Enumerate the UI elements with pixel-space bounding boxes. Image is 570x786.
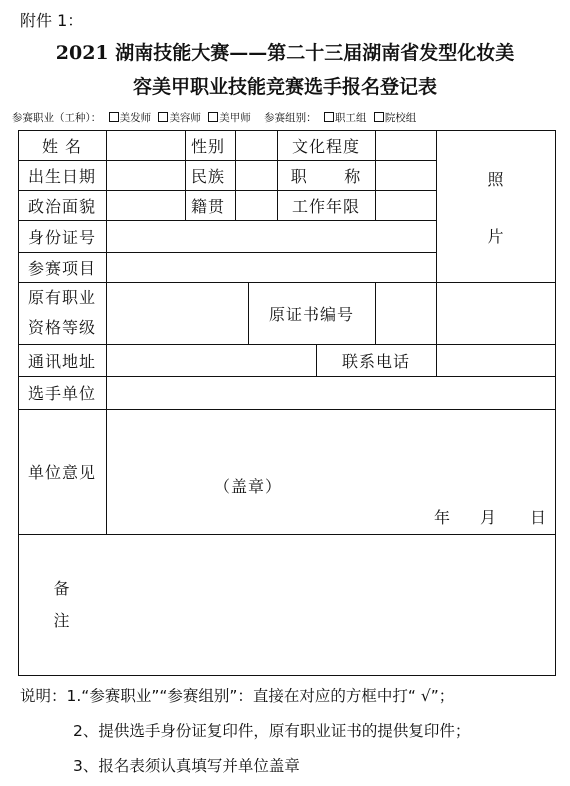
- label-unit-opinion: 单位意见: [27, 463, 96, 482]
- photo-label-1: 照: [487, 169, 505, 189]
- label-education: 文化程度: [291, 136, 360, 156]
- attachment-label: 附件 1：: [20, 11, 84, 30]
- label-professional-title: 职 称: [290, 166, 362, 186]
- input-education[interactable]: [376, 131, 435, 159]
- checkbox-icon[interactable]: [208, 112, 218, 122]
- input-remarks[interactable]: [107, 535, 554, 674]
- label-event: 参赛项目: [27, 258, 96, 278]
- note-2: 2、提供选手身份证复印件，原有职业证书的提供复印件；: [73, 722, 471, 740]
- group-option-staff[interactable]: 职工组: [324, 112, 367, 124]
- checkbox-icon[interactable]: [324, 112, 334, 122]
- date-month-label: 月: [480, 507, 498, 527]
- label-id-number: 身份证号: [27, 227, 96, 247]
- input-phone[interactable]: [437, 345, 554, 375]
- input-unit[interactable]: [107, 377, 554, 408]
- group-option-school[interactable]: 院校组: [374, 112, 417, 124]
- participation-options: [12, 110, 420, 125]
- date-day-label: 日: [530, 507, 548, 527]
- label-unit: 选手单位: [27, 384, 96, 403]
- input-id-number[interactable]: [107, 221, 435, 251]
- input-name[interactable]: [107, 131, 184, 159]
- label-name: 姓 名: [41, 136, 83, 156]
- checkbox-icon[interactable]: [374, 112, 384, 122]
- input-ethnicity[interactable]: [236, 161, 276, 189]
- input-political-status[interactable]: [107, 191, 184, 219]
- label-certificate-number: 原证书编号: [268, 304, 354, 324]
- form-title-line-1: 2021 湖南技能大赛——第二十三届湖南省发型化妆美: [55, 42, 515, 64]
- label-original-qualification: 原有职业 资格等级: [27, 288, 96, 337]
- input-native-place[interactable]: [236, 191, 276, 219]
- label-gender: 性别: [191, 136, 226, 156]
- label-address: 通讯地址: [27, 351, 96, 371]
- label-native-place: 籍贯: [191, 196, 226, 216]
- occupation-option-beauty[interactable]: 美容师: [158, 112, 201, 124]
- photo-area[interactable]: [437, 131, 555, 282]
- input-work-years[interactable]: [376, 191, 435, 219]
- label-birth-date: 出生日期: [27, 166, 96, 186]
- input-address[interactable]: [107, 345, 315, 375]
- form-title-line-2: 容美甲职业技能竞赛选手报名登记表: [132, 76, 437, 98]
- checkbox-icon[interactable]: [158, 112, 168, 122]
- occupation-option-hair[interactable]: 美发师: [109, 112, 152, 124]
- input-event[interactable]: [107, 253, 435, 281]
- label-political-status: 政治面貌: [27, 196, 96, 216]
- registration-table: [18, 130, 556, 676]
- label-remarks: 备 注: [53, 578, 71, 630]
- input-certificate-number[interactable]: [376, 283, 554, 343]
- input-professional-title[interactable]: [376, 161, 435, 189]
- occupation-option-nail[interactable]: 美甲师: [208, 112, 251, 124]
- photo-label-2: 片: [487, 226, 505, 246]
- label-phone: 联系电话: [341, 351, 410, 371]
- date-year-label: 年: [434, 507, 452, 527]
- label-work-years: 工作年限: [291, 196, 360, 216]
- input-original-qualification[interactable]: [107, 283, 247, 343]
- label-ethnicity: 民族: [191, 166, 226, 186]
- input-birth-date[interactable]: [107, 161, 184, 189]
- group-label: 参赛组别：: [264, 112, 317, 124]
- note-1: 说明：1.“参赛职业”“参赛组别”：直接在对应的方框中打“ √”；: [20, 687, 455, 705]
- seal-label: （盖章）: [214, 476, 283, 496]
- occupation-label: 参赛职业（工种）：: [12, 112, 102, 124]
- input-gender[interactable]: [236, 131, 276, 159]
- note-3: 3、报名表须认真填写并单位盖章: [73, 757, 300, 775]
- checkbox-icon[interactable]: [109, 112, 119, 122]
